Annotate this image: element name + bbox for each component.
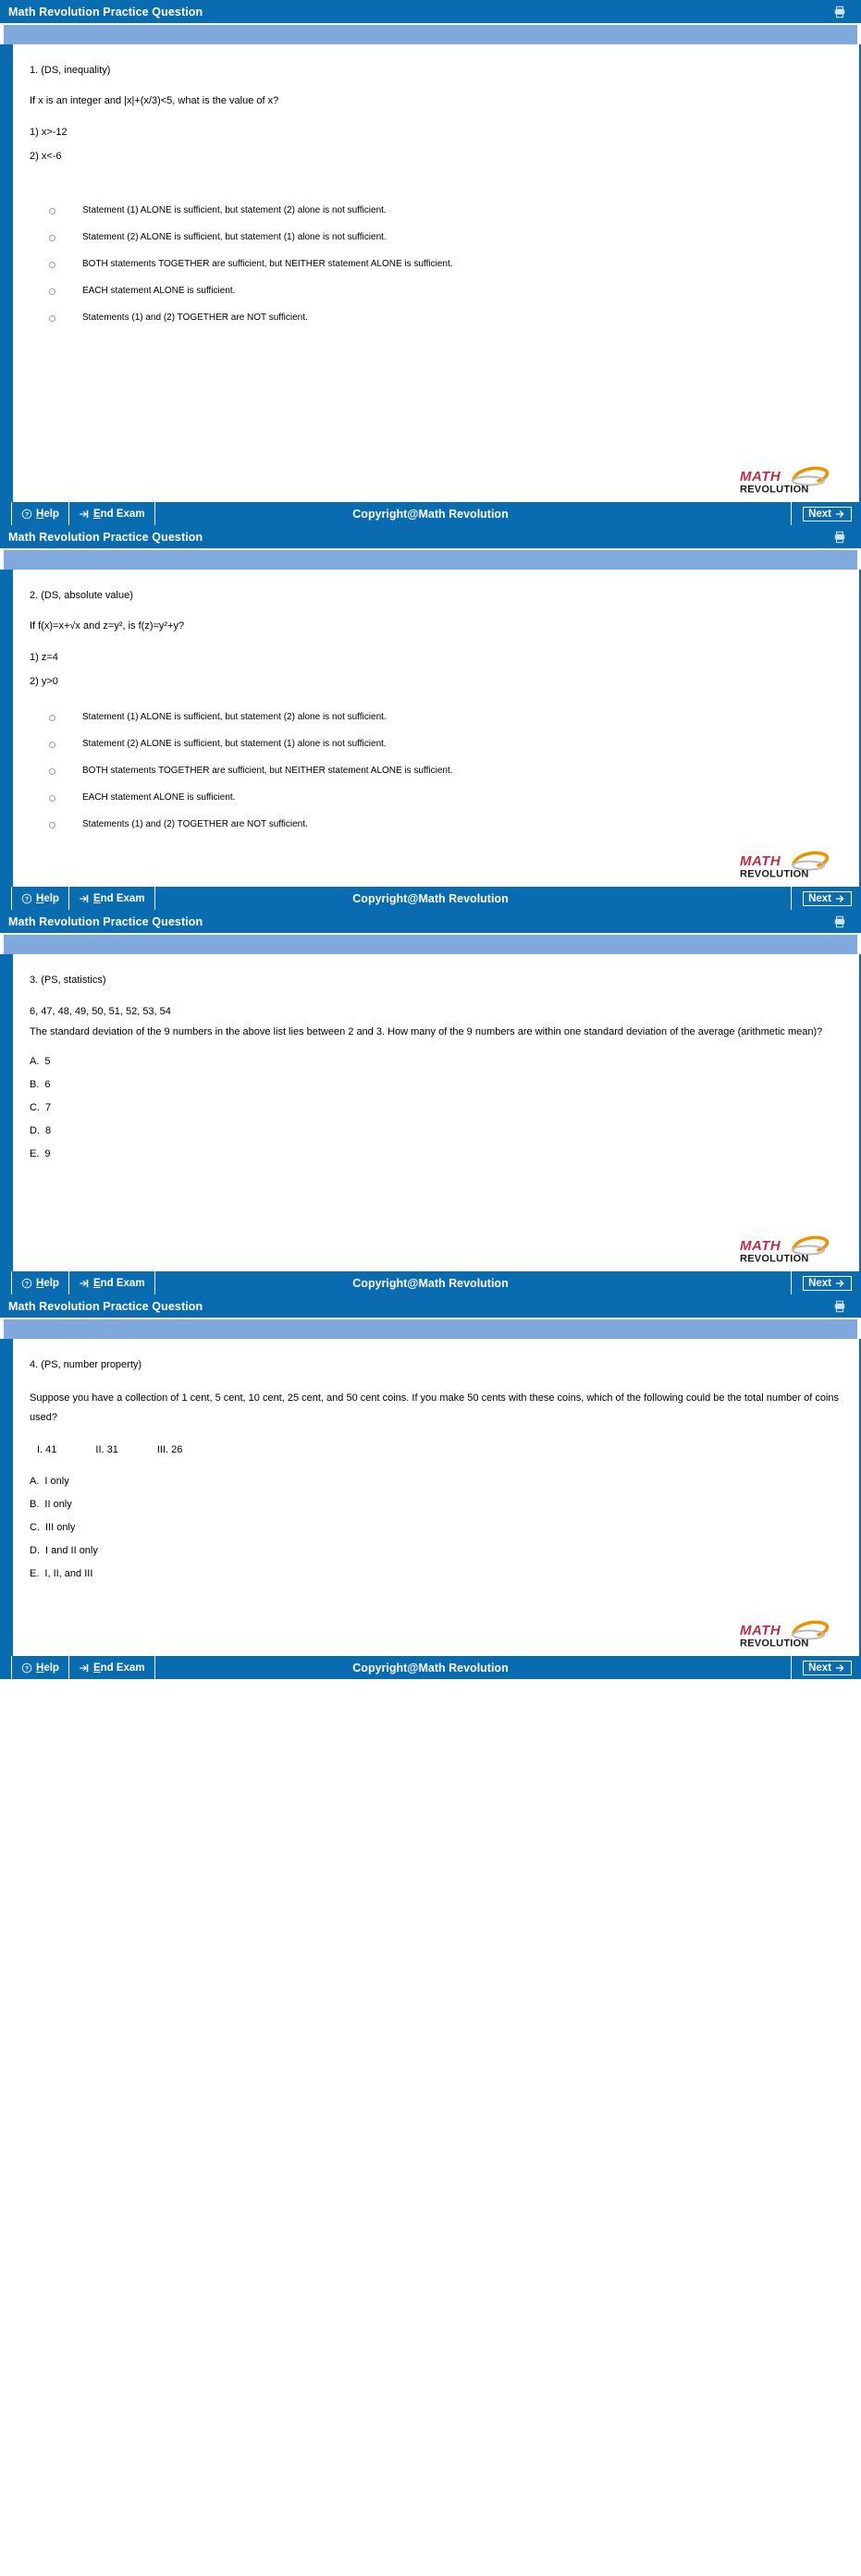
help-label: Help	[36, 1662, 59, 1674]
question-stem: Suppose you have a collection of 1 cent, 5 cent, 10 cent, 25 cent, and 50 cent coins. If you make 50 cents with these coins, which of the following could be the total number of coins used?	[30, 1392, 840, 1423]
answer-choice-label: I, II, and III	[44, 1567, 93, 1579]
answer-choice-label: BOTH statements TOGETHER are sufficient, but NEITHER statement ALONE is sufficient.	[82, 765, 453, 776]
answer-choice-label: I and II only	[45, 1544, 98, 1556]
answer-choice-label: 9	[44, 1148, 51, 1160]
next-area	[791, 502, 861, 525]
radio-button-icon[interactable]	[49, 235, 55, 241]
svg-text:?: ?	[24, 1281, 30, 1288]
left-rail	[0, 570, 13, 887]
question-stem: If x is an integer and |x|+(x/3)<5, what is the value of x?	[30, 95, 279, 106]
radio-button-icon[interactable]	[49, 715, 55, 721]
svg-text:?: ?	[24, 896, 30, 903]
footer-bar	[0, 887, 861, 910]
end-exam-button[interactable]	[69, 502, 155, 525]
accent-band	[2, 548, 859, 570]
exit-arrow-icon	[79, 1278, 90, 1289]
svg-text:REVOLUTION: REVOLUTION	[740, 1638, 809, 1649]
answer-choice[interactable]	[30, 1056, 841, 1067]
next-label	[808, 509, 831, 520]
answer-choice[interactable]	[30, 1125, 841, 1136]
title-bar	[0, 525, 861, 548]
roman-option-2: II. 31	[95, 1443, 118, 1455]
answer-choice-letter: B.	[30, 1498, 40, 1510]
radio-button-icon[interactable]	[49, 742, 55, 748]
svg-text:REVOLUTION: REVOLUTION	[740, 1253, 809, 1264]
math-revolution-logo	[739, 848, 839, 879]
answer-choice-letter: D.	[30, 1544, 40, 1556]
question-circle-icon	[21, 509, 32, 520]
accent-band	[2, 933, 859, 954]
copyright-text: Copyright@Math Revolution	[352, 1276, 509, 1290]
answer-choice-label: Statement (2) ALONE is sufficient, but statement (1) alone is not sufficient.	[82, 738, 387, 749]
answer-choice-letter: C.	[30, 1102, 40, 1114]
answer-choice[interactable]	[30, 232, 841, 243]
title-bar	[0, 910, 861, 933]
copyright-text: Copyright@Math Revolution	[352, 1661, 509, 1674]
answer-choice[interactable]	[30, 1522, 841, 1533]
answer-choice-letter: E.	[30, 1148, 40, 1160]
answer-choice-label: EACH statement ALONE is sufficient.	[82, 285, 236, 296]
answer-choice[interactable]	[30, 313, 841, 324]
radio-button-icon[interactable]	[49, 262, 55, 268]
page-title: Math Revolution Practice Question	[8, 914, 203, 928]
end-exam-label: End Exam	[92, 1662, 145, 1674]
svg-text:?: ?	[24, 1665, 30, 1673]
answer-choice[interactable]	[30, 819, 841, 830]
arrow-right-icon	[835, 893, 846, 904]
radio-button-icon[interactable]	[49, 768, 55, 775]
svg-text:MATH: MATH	[740, 853, 781, 869]
next-label: Next	[808, 892, 831, 904]
svg-text:MATH: MATH	[740, 469, 781, 485]
question-circle-icon	[21, 893, 32, 904]
answer-choice-list	[30, 712, 841, 830]
help-label: Help	[36, 1277, 59, 1289]
next-button[interactable]	[803, 891, 852, 906]
radio-button-icon[interactable]	[49, 795, 55, 802]
svg-text:MATH: MATH	[740, 1623, 781, 1638]
question-body	[0, 1339, 861, 1656]
end-exam-button[interactable]	[69, 1271, 155, 1294]
end-exam-label: End Exam	[92, 892, 145, 904]
left-rail	[0, 1339, 13, 1656]
slide-question-3	[0, 910, 861, 1294]
answer-choice[interactable]	[30, 205, 841, 216]
radio-button-icon[interactable]	[49, 288, 55, 295]
answer-choice[interactable]	[30, 1079, 841, 1090]
next-area	[791, 1656, 861, 1679]
copyright-text: Copyright@Math Revolution	[352, 507, 509, 521]
answer-choice-list	[30, 1056, 841, 1159]
footer-divider	[791, 502, 792, 525]
end-exam-rest: nd Exam	[100, 508, 145, 520]
left-rail	[0, 44, 13, 502]
answer-choice[interactable]	[30, 766, 841, 777]
math-revolution-logo	[739, 463, 839, 495]
answer-choice-list	[30, 205, 841, 324]
answer-choice[interactable]	[30, 1148, 841, 1159]
next-area	[791, 887, 861, 910]
answer-choice[interactable]	[30, 259, 841, 270]
printer-icon[interactable]	[833, 531, 846, 544]
help-accesskey: H	[36, 508, 44, 520]
question-canvas	[13, 44, 859, 502]
answer-choice[interactable]	[30, 712, 841, 723]
question-number-list: 6, 47, 48, 49, 50, 51, 52, 53, 54	[30, 1006, 171, 1017]
answer-choice[interactable]	[30, 1545, 841, 1556]
help-button[interactable]	[11, 887, 69, 910]
svg-text:MATH: MATH	[740, 1238, 781, 1254]
math-revolution-logo	[739, 1617, 839, 1649]
next-button[interactable]	[803, 507, 852, 521]
answer-choice[interactable]	[30, 1568, 841, 1579]
answer-choice-label: III only	[45, 1521, 76, 1533]
arrow-right-icon	[835, 1662, 846, 1674]
roman-option-3: III. 26	[156, 1443, 183, 1455]
answer-choice-label: Statement (1) ALONE is sufficient, but statement (2) alone is not sufficient.	[82, 204, 387, 215]
end-exam-label	[93, 509, 145, 520]
question-stem: The standard deviation of the 9 numbers in the above list lies between 2 and 3. How many of the 9 numbers are within one standard deviation of the average (arithmetic mean)?	[30, 1025, 823, 1037]
answer-choice-letter: A.	[30, 1056, 40, 1068]
printer-icon[interactable]	[833, 915, 846, 928]
svg-text:?: ?	[24, 511, 30, 519]
end-exam-button[interactable]	[69, 1656, 155, 1679]
footer-bar	[0, 1656, 861, 1679]
math-revolution-logo	[739, 1233, 839, 1264]
footer-divider	[791, 887, 792, 910]
next-area	[791, 1271, 861, 1294]
left-rail	[0, 954, 13, 1271]
question-canvas	[13, 570, 859, 887]
arrow-right-icon	[835, 1278, 846, 1289]
exit-arrow-icon	[79, 1662, 90, 1674]
question-stem: If f(x)=x+√x and z=y², is f(z)=y²+y?	[30, 620, 185, 632]
answer-choice-label: EACH statement ALONE is sufficient.	[82, 791, 236, 803]
answer-choice-label: BOTH statements TOGETHER are sufficient, but NEITHER statement ALONE is sufficient.	[82, 258, 453, 269]
printer-icon[interactable]	[833, 1300, 846, 1313]
question-canvas	[13, 954, 859, 1271]
radio-button-icon[interactable]	[49, 822, 55, 828]
title-bar	[0, 0, 861, 23]
answer-choice-label: II only	[44, 1498, 72, 1510]
radio-button-icon[interactable]	[49, 315, 55, 322]
slide-question-1	[0, 0, 861, 525]
question-circle-icon	[21, 1662, 32, 1674]
end-exam-label: End Exam	[92, 1277, 145, 1289]
page-title: Math Revolution Practice Question	[8, 1299, 203, 1313]
statement-1: 1) x>-12	[30, 126, 68, 138]
answer-choice-label: 5	[44, 1056, 51, 1068]
answer-choice-label: Statements (1) and (2) TOGETHER are NOT sufficient.	[82, 818, 308, 829]
answer-choice-letter: E.	[30, 1567, 40, 1579]
radio-button-icon[interactable]	[49, 208, 55, 215]
next-label: Next	[808, 1277, 831, 1289]
question-label: 4. (PS, number property)	[30, 1359, 142, 1370]
help-rest: elp	[43, 508, 59, 520]
next-button[interactable]	[803, 1661, 852, 1675]
answer-choice-label: I only	[44, 1475, 69, 1487]
answer-choice-label: 7	[45, 1102, 52, 1114]
printer-icon[interactable]	[833, 6, 846, 18]
question-label: 1. (DS, inequality)	[30, 65, 111, 76]
statement-1: 1) z=4	[30, 651, 58, 663]
page-title: Math Revolution Practice Question	[8, 530, 203, 544]
end-exam-accesskey: E	[92, 508, 101, 520]
answer-choice[interactable]	[30, 286, 841, 297]
answer-choice-label: Statement (1) ALONE is sufficient, but statement (2) alone is not sufficient.	[82, 711, 387, 722]
answer-choice-label: 6	[44, 1079, 51, 1091]
roman-option-1: I. 41	[37, 1443, 57, 1455]
title-bar	[0, 1294, 861, 1318]
answer-choice[interactable]	[30, 792, 841, 803]
answer-choice-letter: D.	[30, 1125, 40, 1137]
answer-choice-letter: A.	[30, 1475, 40, 1487]
answer-choice[interactable]	[30, 1499, 841, 1510]
help-label	[36, 509, 59, 520]
answer-choice-letter: C.	[30, 1521, 40, 1533]
statement-2: 2) y>0	[30, 675, 58, 687]
footer-divider	[791, 1656, 792, 1679]
exit-arrow-icon	[79, 509, 90, 520]
question-body	[0, 44, 861, 502]
question-body	[0, 570, 861, 887]
help-button[interactable]	[11, 1656, 69, 1679]
accent-band	[2, 23, 859, 44]
footer-bar	[0, 1271, 861, 1294]
roman-options-row	[37, 1444, 841, 1455]
answer-choice[interactable]	[30, 1476, 841, 1487]
question-canvas	[13, 1339, 859, 1656]
next-button[interactable]	[803, 1276, 852, 1291]
page-title: Math Revolution Practice Question	[8, 5, 203, 18]
statement-2: 2) x<-6	[30, 150, 62, 162]
svg-text:REVOLUTION: REVOLUTION	[740, 868, 809, 879]
help-label: Help	[36, 892, 59, 904]
slide-question-4	[0, 1294, 861, 1679]
copyright-text: Copyright@Math Revolution	[352, 891, 509, 905]
arrow-right-icon	[835, 509, 846, 520]
question-body	[0, 954, 861, 1271]
question-label: 2. (DS, absolute value)	[30, 590, 133, 601]
answer-choice-label: Statements (1) and (2) TOGETHER are NOT sufficient.	[82, 312, 308, 323]
answer-choice[interactable]	[30, 739, 841, 750]
answer-choice-list	[30, 1476, 841, 1579]
footer-divider	[791, 1271, 792, 1294]
slide-question-2	[0, 525, 861, 910]
question-circle-icon	[21, 1278, 32, 1289]
accent-band	[2, 1318, 859, 1339]
help-button[interactable]	[11, 502, 69, 525]
answer-choice-letter: B.	[30, 1079, 40, 1091]
help-button[interactable]	[11, 1271, 69, 1294]
exit-arrow-icon	[79, 893, 90, 904]
next-rest: ext	[816, 508, 831, 520]
svg-text:REVOLUTION: REVOLUTION	[740, 484, 809, 495]
answer-choice[interactable]	[30, 1102, 841, 1113]
end-exam-button[interactable]	[69, 887, 155, 910]
question-label: 3. (PS, statistics)	[30, 975, 106, 986]
answer-choice-label: 8	[45, 1125, 52, 1137]
next-accesskey: N	[808, 508, 817, 520]
answer-choice-label: Statement (2) ALONE is sufficient, but statement (1) alone is not sufficient.	[82, 231, 387, 242]
next-label: Next	[808, 1662, 831, 1674]
footer-bar	[0, 502, 861, 525]
